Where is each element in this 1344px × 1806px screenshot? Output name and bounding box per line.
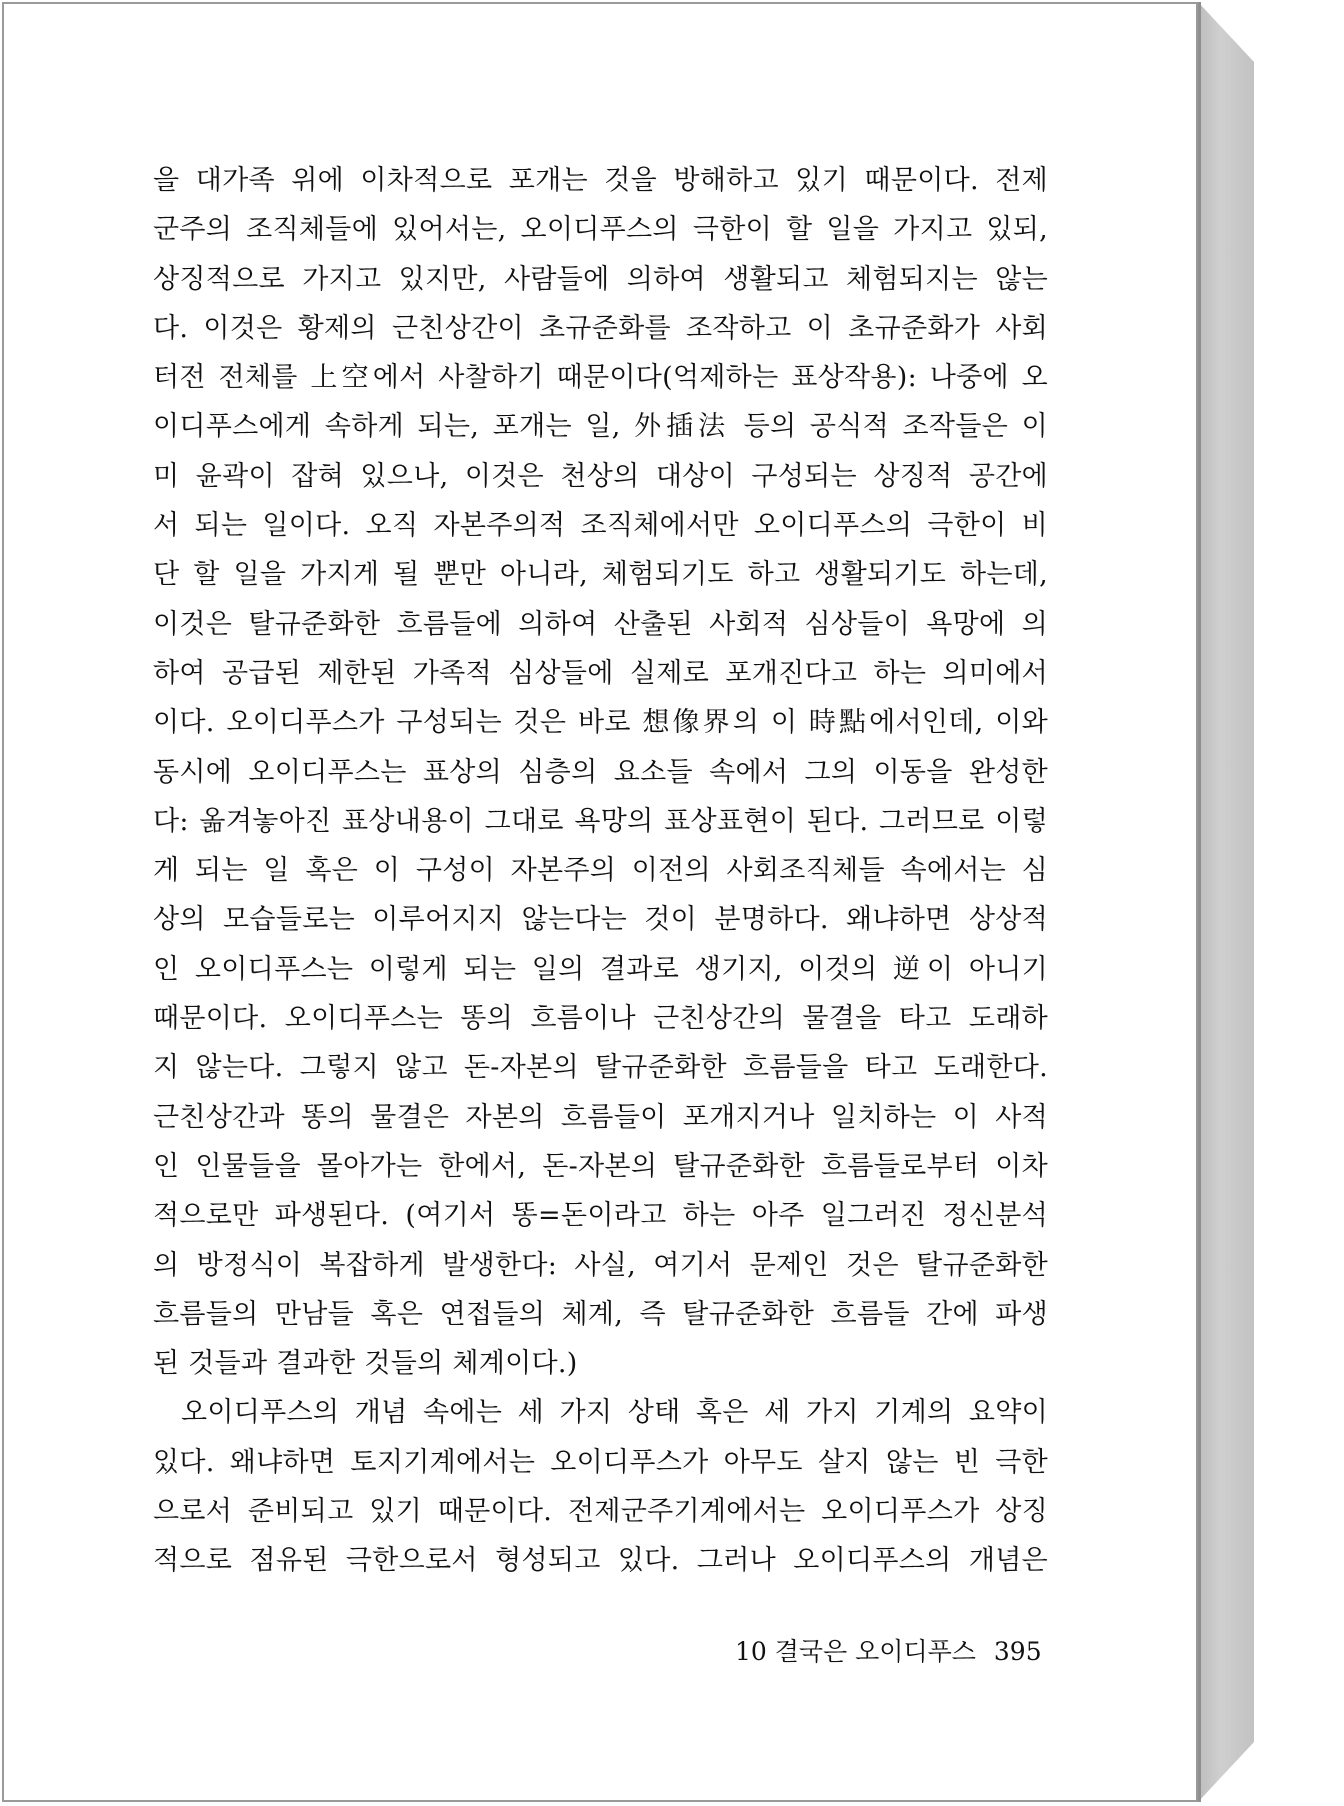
page-stack-edge xyxy=(1198,2,1254,1802)
text-line: 단 할 일을 가지게 될 뿐만 아니라, 체험되기도 하고 생활되기도 하는데, xyxy=(153,559,1048,591)
text-line: 미 윤곽이 잡혀 있으나, 이것은 천상의 대상이 구성되는 상징적 공간에 xyxy=(153,460,1048,492)
text-line: 근친상간과 똥의 물결은 자본의 흐름들이 포개지거나 일치하는 이 사적 xyxy=(153,1101,1048,1133)
text-line: 이디푸스에게 속하게 되는, 포개는 일, 外插法 등의 공식적 조작들은 이 xyxy=(153,411,1048,443)
running-footer xyxy=(735,1632,1042,1668)
paragraph-1 xyxy=(153,156,1048,1388)
text-line: 인 오이디푸스는 이렇게 되는 일의 결과로 생기지, 이것의 逆이 아니기 xyxy=(153,953,1048,985)
text-line: 서 되는 일이다. 오직 자본주의적 조직체에서만 오이디푸스의 극한이 비 xyxy=(153,510,1048,542)
text-line: 때문이다. 오이디푸스는 똥의 흐름이나 근친상간의 물결을 타고 도래하 xyxy=(153,1003,1048,1035)
chapter-title: 10 결국은 오이디푸스 xyxy=(735,1637,976,1666)
text-line: 을 대가족 위에 이차적으로 포개는 것을 방해하고 있기 때문이다. 전제 xyxy=(153,165,1048,196)
text-line: 상의 모습들로는 이루어지지 않는다는 것이 분명하다. 왜냐하면 상상적 xyxy=(153,904,1048,936)
text-line: 흐름들의 만남들 혹은 연접들의 체계, 즉 탈규준화한 흐름들 간에 파생 xyxy=(153,1298,1048,1330)
text-line: 이것은 탈규준화한 흐름들에 의하여 산출된 사회적 심상들이 욕망에 의 xyxy=(153,608,1048,640)
page-edge-line xyxy=(1198,2,1201,1802)
text-line: 인 인물들을 몰아가는 한에서, 돈-자본의 탈규준화한 흐름들로부터 이차 xyxy=(153,1150,1048,1182)
text-line: 다: 옮겨놓아진 표상내용이 그대로 욕망의 표상표현이 된다. 그러므로 이렇 xyxy=(153,805,1048,837)
page-number: 395 xyxy=(993,1637,1042,1666)
text-line: 이다. 오이디푸스가 구성되는 것은 바로 想像界의 이 時點에서인데, 이와 xyxy=(153,707,1048,739)
text-line: 오이디푸스의 개념 속에는 세 가지 상태 혹은 세 가지 기계의 요약이 xyxy=(181,1397,1048,1429)
text-line: 상징적으로 가지고 있지만, 사람들에 의하여 생활되고 체험되지는 않는 xyxy=(153,263,1048,295)
text-line: 있다. 왜냐하면 토지기계에서는 오이디푸스가 아무도 살지 않는 빈 극한 xyxy=(153,1446,1048,1478)
text-line: 의 방정식이 복잡하게 발생한다: 사실, 여기서 문제인 것은 탈규준화한 xyxy=(153,1249,1048,1281)
paragraph-2 xyxy=(153,1388,1048,1585)
text-line: 군주의 조직체들에 있어서는, 오이디푸스의 극한이 할 일을 가지고 있되, xyxy=(153,214,1048,246)
text-line: 으로서 준비되고 있기 때문이다. 전제군주기계에서는 오이디푸스가 상징 xyxy=(153,1496,1048,1528)
text-line: 적으로 점유된 극한으로서 형성되고 있다. 그러나 오이디푸스의 개념은 xyxy=(153,1545,1048,1577)
text-line: 터전 전체를 上空에서 사찰하기 때문이다(억제하는 표상작용): 나중에 오 xyxy=(153,362,1048,394)
text-line: 지 않는다. 그렇지 않고 돈-자본의 탈규준화한 흐름들을 타고 도래한다. xyxy=(153,1052,1048,1084)
text-line: 된 것들과 결과한 것들의 체계이다.) xyxy=(153,1348,578,1380)
text-line: 다. 이것은 황제의 근친상간이 초규준화를 조작하고 이 초규준화가 사회 xyxy=(153,312,1048,344)
text-line: 하여 공급된 제한된 가족적 심상들에 실제로 포개진다고 하는 의미에서 xyxy=(153,657,1048,689)
text-line: 동시에 오이디푸스는 표상의 심층의 요소들 속에서 그의 이동을 완성한 xyxy=(153,756,1048,788)
page-body xyxy=(153,156,1048,1586)
text-line: 적으로만 파생된다. (여기서 똥=돈이라고 하는 아주 일그러진 정신분석 xyxy=(153,1200,1048,1232)
text-line: 게 되는 일 혹은 이 구성이 자본주의 이전의 사회조직체들 속에서는 심 xyxy=(153,855,1048,887)
